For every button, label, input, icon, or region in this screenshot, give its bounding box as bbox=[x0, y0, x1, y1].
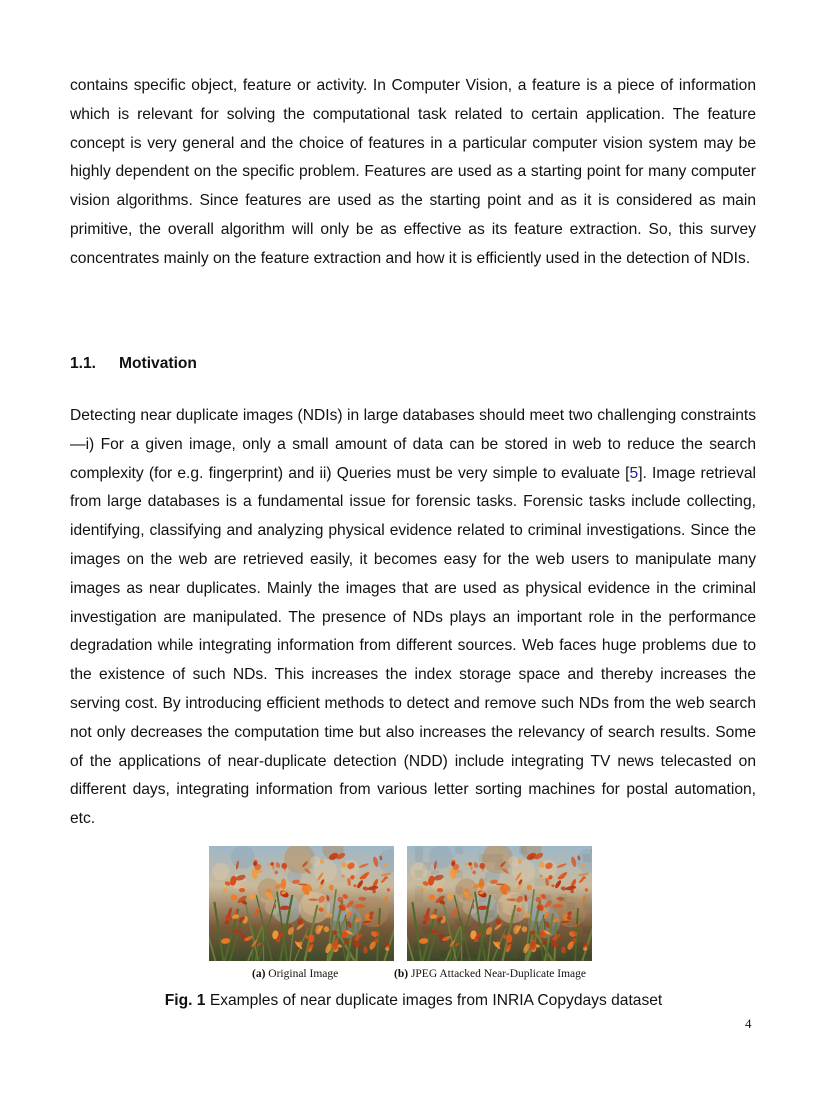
paragraph-text-before-citation: Detecting near duplicate images (NDIs) in large databases should meet two challenging constraints—i) For a given image, only a small amount of data can be stored in web to reduce the search complexity (for e.g. fingerprint) and ii) Queries must be very simple to evaluate [ bbox=[70, 407, 756, 482]
body-paragraph-motivation bbox=[70, 402, 756, 834]
jpeg-attacked-image bbox=[407, 846, 592, 961]
subcaption-b bbox=[394, 967, 586, 981]
figure-caption-label: Fig. 1 bbox=[164, 992, 206, 1009]
page-number: 4 bbox=[745, 1016, 752, 1031]
paragraph-text-after-citation: ]. Image retrieval from large databases is a fundamental issue for forensic tasks. Forensic tasks include collecting, identifying, classifying and analyzing physical evidence related to criminal investigations. Since the images on the web are retrieved easily, it becomes easy for the web users to manipulate many images as near duplicates. Mainly the images that are used as physical evidence in the criminal investigation are manipulated. The presence of NDs plays an important role in the performance degradation while integrating information from different sources. Web faces huge problems due to the existence of such NDs. This increases the index storage space and thereby increases the serving cost. By introducing efficient methods to detect and remove such NDs from the web search not only decreases the computation time but also increases the relevancy of search results. Some of the applications of near-duplicate detection (NDD) include integrating TV news telecasted on different days, integrating information from various letter sorting machines for postal automation, etc. bbox=[70, 464, 756, 828]
section-heading bbox=[70, 351, 197, 377]
citation-link[interactable]: 5 bbox=[629, 464, 639, 482]
section-title: Motivation bbox=[119, 355, 197, 372]
subcaption-a bbox=[252, 967, 338, 981]
section-number: 1.1. bbox=[70, 355, 97, 372]
flower-photo bbox=[407, 846, 592, 961]
subcaption-a-text: Original Image bbox=[268, 968, 339, 980]
subcaption-a-label: (a) bbox=[252, 968, 266, 980]
flower-photo bbox=[209, 846, 394, 961]
subcaption-b-text: JPEG Attacked Near-Duplicate Image bbox=[410, 968, 587, 980]
figure-caption-text: Examples of near duplicate images from INRIA Copydays dataset bbox=[209, 992, 663, 1009]
original-image bbox=[209, 846, 394, 961]
figure-caption bbox=[0, 990, 827, 1012]
subcaption-b-label: (b) bbox=[394, 968, 409, 980]
body-paragraph-intro: contains specific object, feature or activity. In Computer Vision, a feature is a piece of information which is relevant for solving the computational task related to certain application. The feature concept is very general and the choice of features in a particular computer vision system may be highly dependent on the specific problem. Features are used as a starting point for many computer vision algorithms. Since features are used as the starting point and as it is considered as main primitive, the overall algorithm will only be as effective as its feature extraction. So, this survey concentrates mainly on the feature extraction and how it is efficiently used in the detection of NDIs. bbox=[70, 77, 756, 267]
figure-1 bbox=[209, 846, 605, 986]
